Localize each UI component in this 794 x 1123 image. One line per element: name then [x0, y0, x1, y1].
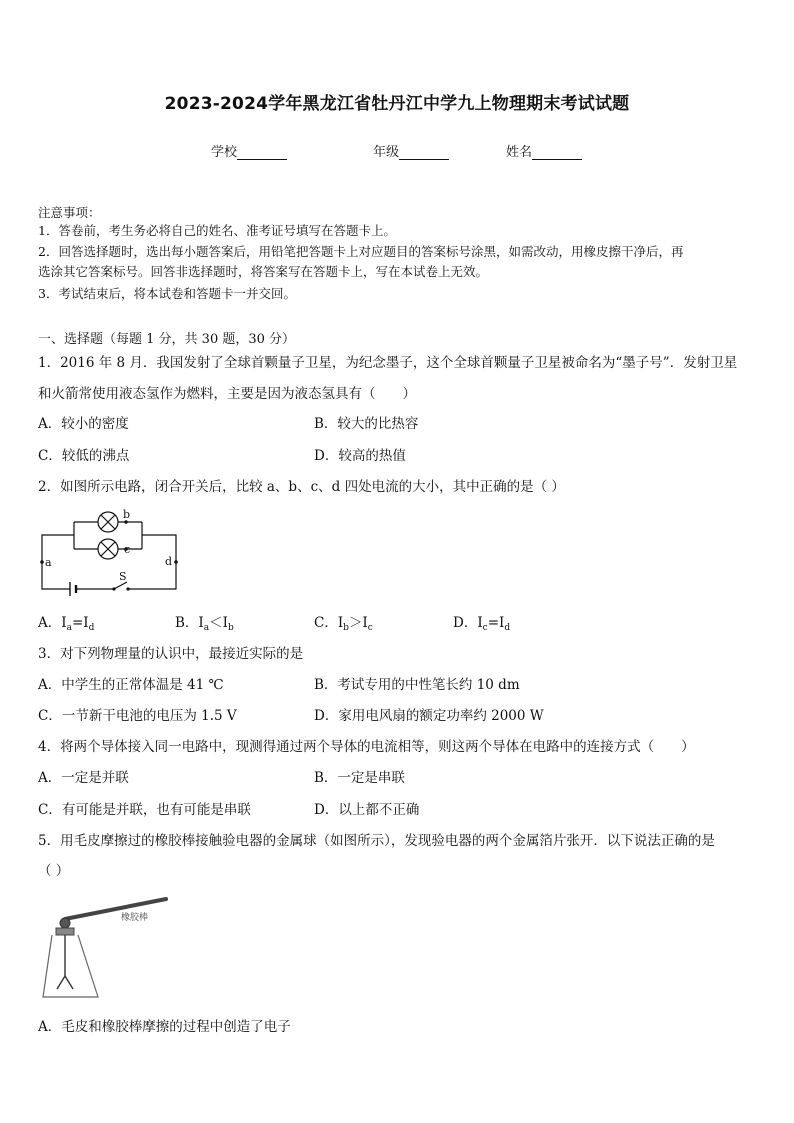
section-heading: 一、选择题（每题 1 分，共 30 题，30 分）: [38, 332, 296, 347]
q2-option-d[interactable]: D．$I_c=I_d$: [453, 615, 511, 633]
q1-option-d[interactable]: D．较高的热值: [314, 448, 406, 464]
name-label: 姓名: [506, 145, 533, 160]
name-field: [506, 141, 582, 160]
q2-option-c[interactable]: C．$I_b>I_c$: [314, 615, 373, 633]
q1-line-2: 和火箭常使用液态氢作为燃料，主要是因为液态氢具有（ ）: [38, 386, 416, 402]
grade-label: 年级: [373, 145, 400, 160]
q4-option-d[interactable]: D．以上都不正确: [314, 802, 420, 818]
q3-text: 3．对下列物理量的认识中，最接近实际的是: [38, 646, 304, 662]
circuit-label-s: S: [119, 570, 127, 583]
grade-blank[interactable]: [399, 145, 449, 160]
q2-text: 2．如图所示电路，闭合开关后，比较 a、b、c、d 四处电流的大小，其中正确的是（ ）: [38, 479, 565, 495]
note-3: 3．考试结束后，将本试卷和答题卡一并交回。: [38, 286, 296, 301]
school-field: [211, 141, 287, 160]
q4-text: 4．将两个导体接入同一电路中，现测得通过两个导体的电流相等，则这两个导体在电路中的连接方式（ ）: [38, 739, 695, 755]
q5-option-a[interactable]: A．毛皮和橡胶棒摩擦的过程中创造了电子: [38, 1019, 291, 1035]
circuit-diagram: [34, 505, 184, 600]
page-title: 2023-2024学年黑龙江省牡丹江中学九上物理期末考试试题: [164, 94, 630, 114]
q2-option-a[interactable]: A．$I_a=I_d$: [38, 615, 95, 633]
note-2-line-1: 2．回答选择题时，选出每小题答案后，用铅笔把答题卡上对应题目的答案标号涂黑，如需改动，用橡皮擦干净后，再: [38, 244, 684, 259]
q3-option-c[interactable]: C．一节新干电池的电压为 1.5 V: [38, 708, 237, 724]
q4-option-b[interactable]: B．一定是串联: [314, 770, 405, 786]
school-blank[interactable]: [237, 145, 287, 160]
q4-option-a[interactable]: A．一定是并联: [38, 770, 129, 786]
school-label: 学校: [211, 145, 238, 160]
q1-option-c[interactable]: C．较低的沸点: [38, 448, 130, 464]
note-2-line-2: 选涂其它答案标号。回答非选择题时，将答案写在答题卡上，写在本试卷上无效。: [38, 264, 489, 279]
q3-option-a[interactable]: A．中学生的正常体温是 41 ℃: [38, 677, 224, 693]
q1-option-a[interactable]: A．较小的密度: [38, 416, 129, 432]
notes-heading: 注意事项：: [38, 205, 101, 220]
q5-line-2: （ ）: [38, 863, 70, 879]
q2-option-b[interactable]: B．$I_a<I_b$: [175, 615, 234, 633]
circuit-label-c: c: [124, 543, 131, 556]
q5-line-1: 5．用毛皮摩擦过的橡胶棒接触验电器的金属球（如图所示），发现验电器的两个金属箔片张开．以下说法正确的是: [38, 833, 715, 849]
circuit-label-d: d: [165, 555, 173, 568]
circuit-label-b: b: [123, 508, 131, 521]
circuit-label-a: a: [45, 556, 52, 569]
name-blank[interactable]: [532, 145, 582, 160]
q3-option-d[interactable]: D．家用电风扇的额定功率约 2000 W: [314, 708, 544, 724]
grade-field: [373, 141, 449, 160]
q1-line-1: 1．2016 年 8 月．我国发射了全球首颗量子卫星，为纪念墨子，这个全球首颗量子卫星被命名为“墨子号”．发射卫星: [38, 355, 738, 371]
q4-option-c[interactable]: C．有可能是并联，也有可能是串联: [38, 802, 251, 818]
q1-option-b[interactable]: B．较大的比热容: [314, 416, 419, 432]
rod-label: 橡胶棒: [121, 913, 149, 923]
note-1: 1．答卷前，考生务必将自己的姓名、准考证号填写在答题卡上。: [38, 223, 396, 238]
q3-option-b[interactable]: B．考试专用的中性笔长约 10 dm: [314, 677, 520, 693]
electroscope-figure: [38, 893, 173, 1005]
